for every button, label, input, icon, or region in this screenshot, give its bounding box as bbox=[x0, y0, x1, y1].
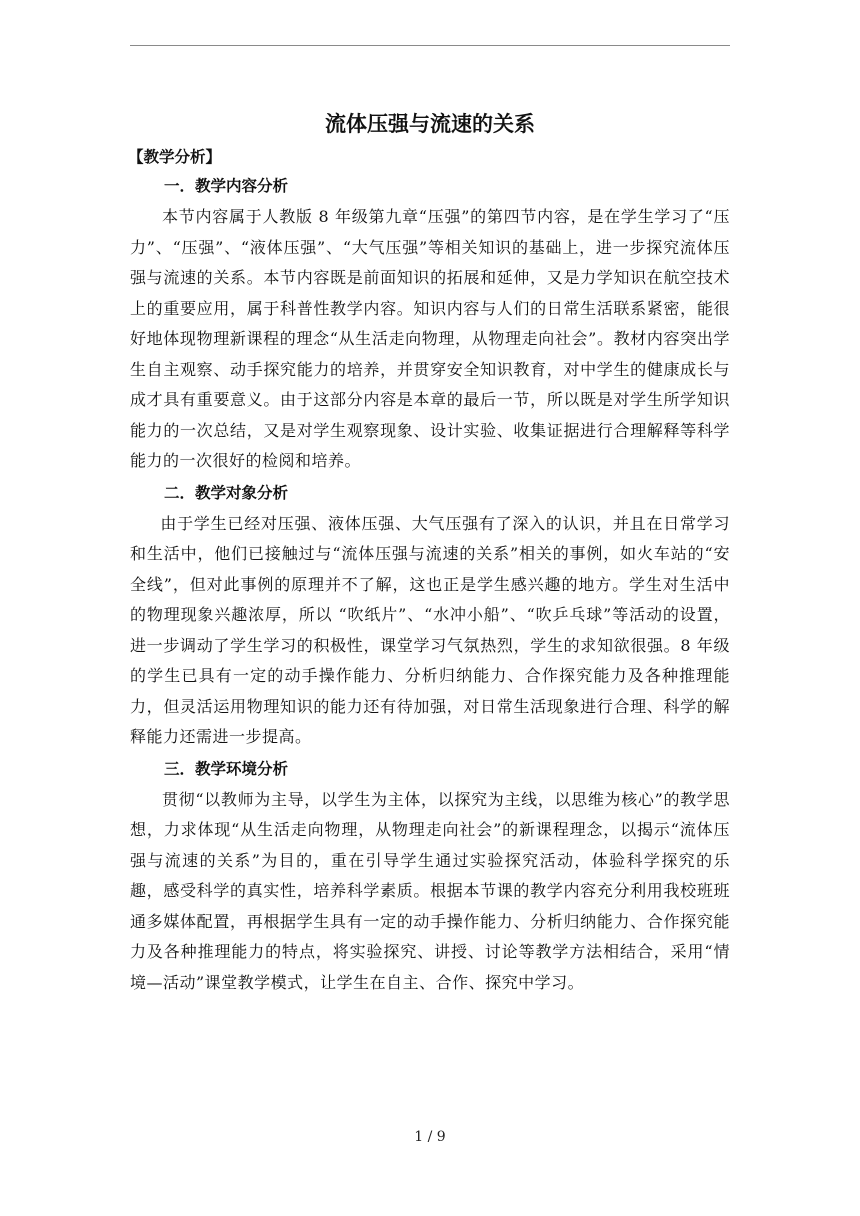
section-paragraph-environment-analysis: 贯彻“以教师为主导，以学生为主体，以探究为主线，以思维为核心”的教学思想，力求体现“从生活走向物理，从物理走向社会”的新课程理念，以揭示“流体压强与流速的关系”为目的，重在引导学生通过实验探究活动，体验科学探究的乐趣，感受科学的真实性，培养科学素质。根据本节课的教学内容充分利用我校班班通多媒体配置，再根据学生具有一定的动手操作能力、分析归纳能力、合作探究能力及各种推理能力的特点，将实验探究、讲授、讨论等教学方法相结合，采用“情境—活动”课堂教学模式，让学生在自主、合作、探究中学习。 bbox=[130, 789, 730, 992]
document-body bbox=[130, 104, 730, 998]
page-number: 1 / 9 bbox=[414, 1129, 446, 1145]
section-paragraph-audience-analysis: 由于学生已经对压强、液体压强、大气压强有了深入的认识，并且在日常学习和生活中，他们已接触过与“流体压强与流速的关系”相关的事例，如火车站的“安全线”，但对此事例的原理并不了解，这也正是学生感兴趣的地方。学生对生活中的物理现象兴趣浓厚，所以 “吹纸片”、“水冲小船”、“吹乒乓球”等活动的设置，进一步调动了学生学习的积极性，课堂学习气氛热烈，学生的求知欲很强。8 年级的学生已具有一定的动手操作能力、分析归纳能力、合作探究能力及各种推理能力，但灵活运用物理知识的能力还有待加强，对日常生活现象进行合理、科学的解释能力还需进一步提高。 bbox=[130, 513, 730, 746]
header-rule bbox=[130, 45, 730, 46]
document-title: 流体压强与流速的关系 bbox=[325, 112, 535, 136]
section-heading-audience-analysis: 二．教学对象分析 bbox=[164, 483, 289, 502]
section-heading-content-analysis: 一．教学内容分析 bbox=[164, 177, 289, 195]
teaching-analysis-heading: 【教学分析】 bbox=[128, 148, 222, 166]
section-paragraph-content-analysis: 本节内容属于人教版 8 年级第九章“压强”的第四节内容，是在学生学习了“压力”、“压强”、“液体压强”、“大气压强”等相关知识的基础上，进一步探究流体压强与流速的关系。本节内容既是前面知识的拓展和延伸，又是力学知识在航空技术上的重要应用，属于科普性教学内容。知识内容与人们的日常生活联系紧密，能很好地体现物理新课程的理念“从生活走向物理，从物理走向社会”。教材内容突出学生自主观察、动手探究能力的培养，并贯穿安全知识教育，对中学生的健康成长与成才具有重要意义。由于这部分内容是本章的最后一节，所以既是对学生所学知识能力的一次总结，又是对学生观察现象、设计实验、收集证据进行合理解释等科学能力的一次很好的检阅和培养。 bbox=[130, 207, 730, 470]
section-heading-environment-analysis: 三．教学环境分析 bbox=[164, 759, 289, 778]
